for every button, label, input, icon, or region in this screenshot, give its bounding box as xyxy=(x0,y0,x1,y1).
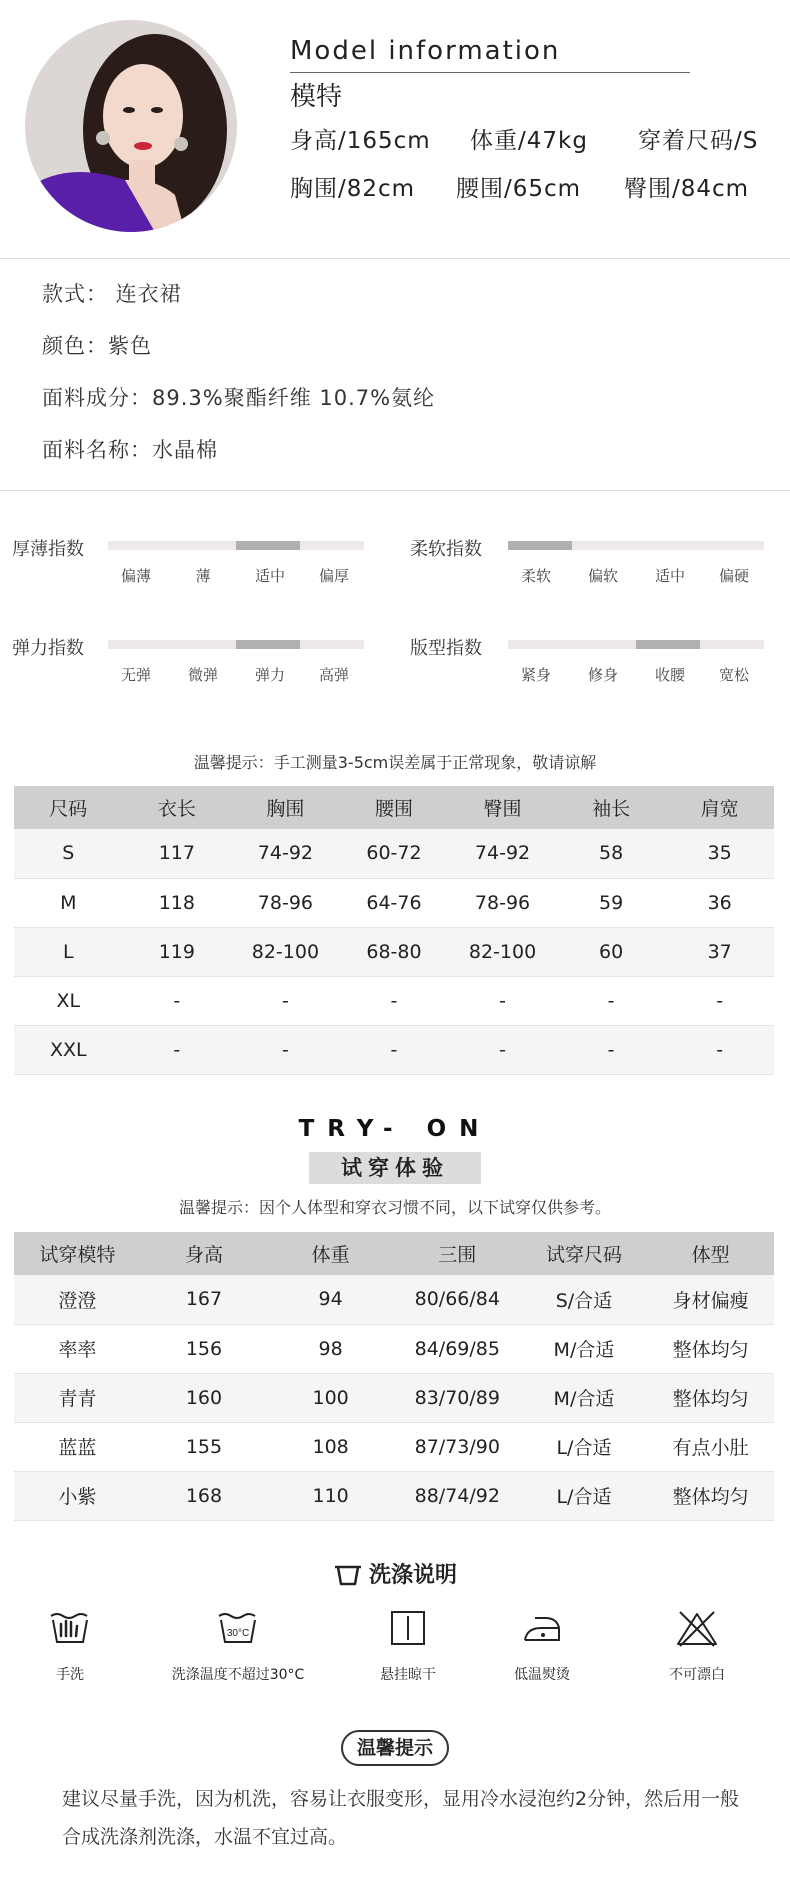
column-header: 试穿模特 xyxy=(14,1232,141,1275)
index-option: 适中 xyxy=(254,567,286,585)
index-option: 修身 xyxy=(587,666,619,684)
table-row xyxy=(14,1471,774,1520)
index-label: 厚薄指数 xyxy=(12,539,84,560)
model-avatar xyxy=(25,20,237,232)
index-option: 无弹 xyxy=(120,666,152,684)
stat-waist: 腰围/65cm xyxy=(456,176,582,202)
wash-label: 低温熨烫 xyxy=(514,1667,570,1683)
index-option: 适中 xyxy=(654,567,686,585)
table-cell: 78-96 xyxy=(448,878,557,927)
index-selected-segment xyxy=(636,640,700,649)
table-cell: L/合适 xyxy=(521,1471,648,1520)
table-cell: - xyxy=(231,1025,340,1074)
table-cell: 117 xyxy=(123,829,232,878)
table-cell: 98 xyxy=(267,1324,394,1373)
wash-label: 不可漂白 xyxy=(669,1667,725,1683)
stat-bust: 胸围/82cm xyxy=(290,176,416,202)
table-cell: 110 xyxy=(267,1471,394,1520)
wash-temp-text: 30°C xyxy=(226,1628,250,1639)
size-note: 温馨提示：手工测量3-5cm误差属于正常现象，敬请谅解 xyxy=(193,753,597,772)
table-cell: 37 xyxy=(665,927,774,976)
table-cell: S/合适 xyxy=(521,1275,648,1324)
stat-weight: 体重/47kg xyxy=(470,128,588,154)
column-header: 身高 xyxy=(141,1232,268,1275)
index-option: 柔软 xyxy=(520,567,552,585)
table-cell: - xyxy=(557,1025,666,1074)
table-cell: 整体均匀 xyxy=(647,1373,774,1422)
table-cell: 87/73/90 xyxy=(394,1422,521,1471)
column-header: 试穿尺码 xyxy=(521,1232,648,1275)
index-selected-segment xyxy=(236,541,300,550)
tips-badge: 温馨提示 xyxy=(341,1730,449,1766)
wash-item-iron xyxy=(462,1608,622,1684)
table-cell: 83/70/89 xyxy=(394,1373,521,1422)
attr-style: 款式： 连衣裙 xyxy=(42,282,182,306)
table-cell: 167 xyxy=(141,1275,268,1324)
table-cell: 160 xyxy=(141,1373,268,1422)
table-cell: 60 xyxy=(557,927,666,976)
column-header: 袖长 xyxy=(557,786,666,829)
divider xyxy=(0,490,790,491)
index-option: 薄 xyxy=(195,567,211,585)
index-label: 版型指数 xyxy=(410,638,482,659)
table-cell: - xyxy=(448,976,557,1025)
column-header: 肩宽 xyxy=(665,786,774,829)
table-cell: 青青 xyxy=(14,1373,141,1422)
table-cell: 率率 xyxy=(14,1324,141,1373)
index-track xyxy=(508,541,764,550)
attr-composition: 面料成分：89.3%聚酯纤维 10.7%氨纶 xyxy=(42,386,436,410)
table-cell: 蓝蓝 xyxy=(14,1422,141,1471)
stat-height: 身高/165cm xyxy=(290,128,431,154)
table-row xyxy=(14,1422,774,1471)
table-cell: XL xyxy=(14,976,123,1025)
wash-label: 手洗 xyxy=(56,1667,84,1683)
table-cell: - xyxy=(665,976,774,1025)
table-cell: XXL xyxy=(14,1025,123,1074)
tryon-title-zh: 试穿体验 xyxy=(309,1152,481,1184)
index-option: 偏薄 xyxy=(120,567,152,585)
index-label: 柔软指数 xyxy=(410,539,482,560)
wash-title-text: 洗涤说明 xyxy=(368,1563,457,1588)
table-row xyxy=(14,927,774,976)
index-track xyxy=(508,640,764,649)
tips-text: 建议尽量手洗，因为机洗，容易让衣服变形，显用冷水浸泡约2分钟，然后用一般合成洗涤剂洗涤，水温不宜过高。 xyxy=(62,1788,740,1848)
table-cell: 108 xyxy=(267,1422,394,1471)
table-cell: L xyxy=(14,927,123,976)
tryon-table xyxy=(14,1232,774,1521)
wash-tub-icon xyxy=(333,1563,363,1587)
index-option: 偏厚 xyxy=(318,567,350,585)
table-cell: 100 xyxy=(267,1373,394,1422)
index-option: 收腰 xyxy=(654,666,686,684)
stat-hip: 臀围/84cm xyxy=(624,176,750,202)
table-cell: 156 xyxy=(141,1324,268,1373)
index-option: 微弹 xyxy=(187,666,219,684)
table-row xyxy=(14,829,774,878)
index-option: 偏软 xyxy=(587,567,619,585)
index-track xyxy=(108,640,364,649)
wash-item-nobleach xyxy=(617,1608,777,1684)
table-cell: - xyxy=(123,976,232,1025)
divider xyxy=(0,258,790,259)
table-cell: 澄澄 xyxy=(14,1275,141,1324)
table-cell: 60-72 xyxy=(340,829,449,878)
table-cell: - xyxy=(231,976,340,1025)
wash-item-hand xyxy=(0,1608,150,1684)
table-cell: 36 xyxy=(665,878,774,927)
table-cell: - xyxy=(340,1025,449,1074)
model-title-zh: 模特 xyxy=(290,82,343,112)
table-row xyxy=(14,1275,774,1324)
index-option: 紧身 xyxy=(520,666,552,684)
wash-title xyxy=(0,1558,790,1589)
table-cell: 80/66/84 xyxy=(394,1275,521,1324)
table-cell: 84/69/85 xyxy=(394,1324,521,1373)
table-cell: 74-92 xyxy=(231,829,340,878)
model-title-en: Model information xyxy=(290,36,561,66)
table-cell: 168 xyxy=(141,1471,268,1520)
column-header: 体重 xyxy=(267,1232,394,1275)
table-header-row xyxy=(14,1232,774,1275)
column-header: 臀围 xyxy=(448,786,557,829)
table-cell: 88/74/92 xyxy=(394,1471,521,1520)
column-header: 尺码 xyxy=(14,786,123,829)
table-cell: 155 xyxy=(141,1422,268,1471)
column-header: 三围 xyxy=(394,1232,521,1275)
attr-fabric-name: 面料名称：水晶棉 xyxy=(42,438,218,462)
table-cell: - xyxy=(448,1025,557,1074)
stat-size: 穿着尺码/S xyxy=(638,128,759,154)
table-cell: - xyxy=(340,976,449,1025)
column-header: 胸围 xyxy=(231,786,340,829)
table-cell: 整体均匀 xyxy=(647,1471,774,1520)
title-underline xyxy=(290,72,690,73)
table-row xyxy=(14,1373,774,1422)
table-cell: 118 xyxy=(123,878,232,927)
table-cell: S xyxy=(14,829,123,878)
table-header-row xyxy=(14,786,774,829)
table-cell: 35 xyxy=(665,829,774,878)
table-cell: 74-92 xyxy=(448,829,557,878)
index-option: 高弹 xyxy=(318,666,350,684)
table-cell: - xyxy=(557,976,666,1025)
table-cell: L/合适 xyxy=(521,1422,648,1471)
no-bleach-icon xyxy=(674,1608,720,1648)
table-cell: M/合适 xyxy=(521,1324,648,1373)
table-cell: M/合适 xyxy=(521,1373,648,1422)
table-cell: 82-100 xyxy=(448,927,557,976)
index-selected-segment xyxy=(236,640,300,649)
tryon-note: 温馨提示：因个人体型和穿衣习惯不同，以下试穿仅供参考。 xyxy=(178,1198,611,1217)
wash-label: 洗涤温度不超过30°C xyxy=(171,1667,305,1683)
column-header: 体型 xyxy=(647,1232,774,1275)
table-cell: - xyxy=(665,1025,774,1074)
table-row xyxy=(14,1025,774,1074)
model-info-section xyxy=(0,0,790,258)
table-cell: 64-76 xyxy=(340,878,449,927)
table-row xyxy=(14,878,774,927)
index-selected-segment xyxy=(508,541,572,550)
wash-label: 悬挂晾干 xyxy=(380,1667,436,1683)
table-cell: 小紫 xyxy=(14,1471,141,1520)
hang-dry-icon xyxy=(388,1608,428,1648)
table-cell: 78-96 xyxy=(231,878,340,927)
index-label: 弹力指数 xyxy=(12,638,84,659)
tryon-title-en: TRY- ON xyxy=(298,1116,492,1142)
attr-color: 颜色：紫色 xyxy=(42,334,152,358)
table-cell: 119 xyxy=(123,927,232,976)
index-track xyxy=(108,541,364,550)
table-cell: 68-80 xyxy=(340,927,449,976)
index-option: 宽松 xyxy=(718,666,750,684)
hand-wash-icon xyxy=(47,1608,93,1648)
size-table xyxy=(14,786,774,1075)
column-header: 衣长 xyxy=(123,786,232,829)
table-cell: 有点小肚 xyxy=(647,1422,774,1471)
table-cell: 58 xyxy=(557,829,666,878)
table-row xyxy=(14,1324,774,1373)
table-cell: - xyxy=(123,1025,232,1074)
table-cell: 94 xyxy=(267,1275,394,1324)
table-row xyxy=(14,976,774,1025)
table-cell: 59 xyxy=(557,878,666,927)
table-cell: 整体均匀 xyxy=(647,1324,774,1373)
table-cell: M xyxy=(14,878,123,927)
index-option: 弹力 xyxy=(254,666,286,684)
table-cell: 82-100 xyxy=(231,927,340,976)
low-iron-icon xyxy=(519,1608,565,1648)
wash-30c-icon xyxy=(215,1608,261,1648)
wash-item-30c xyxy=(158,1608,318,1684)
index-option: 偏硬 xyxy=(718,567,750,585)
column-header: 腰围 xyxy=(340,786,449,829)
table-cell: 身材偏瘦 xyxy=(647,1275,774,1324)
